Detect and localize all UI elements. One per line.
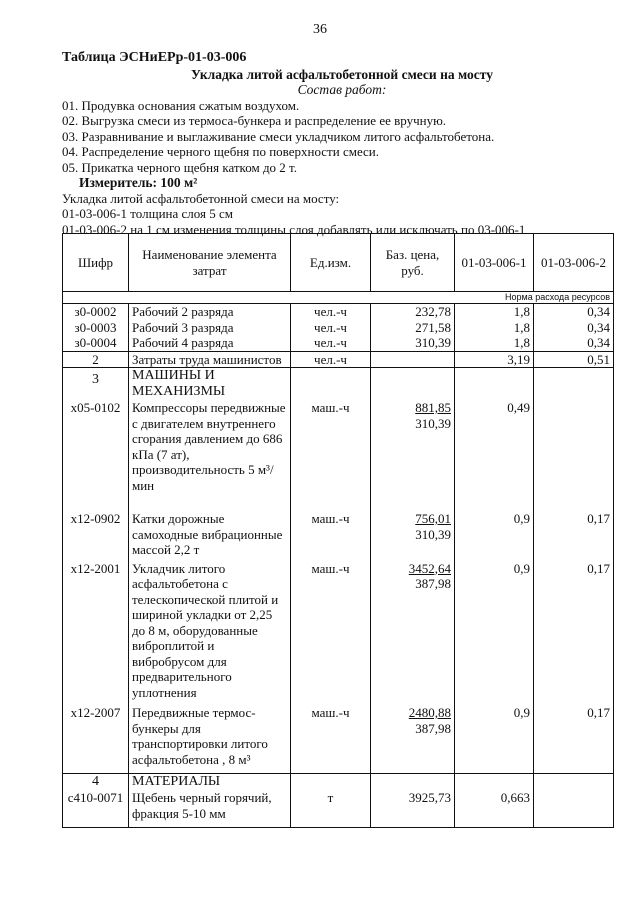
- machines-section-row: [63, 368, 614, 401]
- header-unit: Ед.изм.: [291, 234, 371, 292]
- price-wage: 387,98: [415, 720, 451, 736]
- cell-unit: маш.-ч: [291, 700, 371, 774]
- price-wage: 310,39: [415, 415, 451, 431]
- cell-code: х05-0102: [63, 400, 129, 493]
- cell-unit: маш.-ч: [291, 493, 371, 558]
- cell-v1: 3,19: [455, 351, 534, 368]
- cell-name: Рабочий 3 разряда: [129, 320, 291, 336]
- table-row: [63, 335, 614, 351]
- cell-code: з0-0004: [63, 335, 129, 351]
- cell-v2: [534, 790, 614, 828]
- cell-code: з0-0002: [63, 304, 129, 320]
- norm-label: Норма расхода ресурсов: [63, 292, 614, 304]
- cell-unit: чел.-ч: [291, 351, 371, 368]
- document-header: [62, 50, 622, 237]
- cell-price: 232,78: [371, 304, 455, 320]
- cell-code: с410-0071: [63, 790, 129, 828]
- cell-v2: [534, 400, 614, 493]
- note-line: 01-03-006-2 на 1 см изменения толщины слоя добавлять или исключать по 03-006-1: [62, 221, 526, 237]
- cell-price: [371, 558, 455, 701]
- work-item: 02. Выгрузка смеси из термоса-бункера и распределение ее вручную.: [62, 113, 447, 128]
- cell-v1: 1,8: [455, 304, 534, 320]
- operators-row: [63, 351, 614, 368]
- cell-name: Рабочий 2 разряда: [129, 304, 291, 320]
- cell-code: х12-0902: [63, 493, 129, 558]
- cell-v2: 0,34: [534, 304, 614, 320]
- cell-price: [371, 400, 455, 493]
- cell-v2: 0,17: [534, 493, 614, 558]
- table-row: [63, 700, 614, 774]
- work-item: 01. Продувка основания сжатым воздухом.: [62, 97, 300, 113]
- table-title: Укладка литой асфальтобетонной смеси на мосту: [191, 66, 493, 82]
- page-number: 36: [313, 22, 327, 37]
- cell-v1: 0,9: [455, 493, 534, 558]
- header-name: Наименование элемента затрат: [129, 234, 291, 292]
- header-col-2: 01-03-006-2: [534, 234, 614, 292]
- price-wage: 387,98: [415, 576, 451, 591]
- cell-v1: 1,8: [455, 335, 534, 351]
- cell-price: [371, 493, 455, 558]
- cell-v1: 1,8: [455, 320, 534, 336]
- cell-v2: 0,51: [534, 351, 614, 368]
- cell-v2: 0,17: [534, 558, 614, 701]
- header-code: Шифр: [63, 234, 129, 292]
- section-code: 4: [63, 774, 129, 791]
- work-item: 03. Разравнивание и выглаживание смеси укладчиком литого асфальтобетона.: [62, 128, 495, 144]
- work-item: 04. Распределение черного щебня по поверхности смеси.: [62, 144, 380, 159]
- cell-price: 3925,73: [371, 790, 455, 828]
- cell-code: х12-2007: [63, 700, 129, 774]
- table-row: [63, 558, 614, 701]
- cell-v1: 0,663: [455, 790, 534, 828]
- table-row: [63, 320, 614, 336]
- cell-price: [371, 351, 455, 368]
- cell-price: 271,58: [371, 320, 455, 336]
- note-line: 01-03-006-1 толщина слоя 5 см: [62, 206, 233, 221]
- cell-name: Рабочий 4 разряда: [129, 335, 291, 351]
- norm-row: [63, 292, 614, 304]
- table-row: [63, 304, 614, 320]
- measure-unit: Измеритель: 100 м²: [79, 175, 198, 190]
- cell-unit: чел.-ч: [291, 335, 371, 351]
- price-value: 2480,88: [408, 705, 451, 720]
- cell-name: Укладчик литого асфальтобетона с телескопической плитой и шириной укладки от 2,25 до 8 м, оборудованные виброплитой и вибробрусом для предварительного уплотнения: [129, 558, 291, 701]
- cell-price: [371, 700, 455, 774]
- cell-v1: 0,9: [455, 700, 534, 774]
- cell-unit: маш.-ч: [291, 400, 371, 493]
- price-value: 3452,64: [408, 560, 451, 576]
- cell-name: Компрессоры передвижные с двигателем внутреннего сгорания давлением до 686 кПа (7 ат), производительность 5 м³/мин: [129, 400, 291, 493]
- cell-name: Катки дорожные самоходные вибрационные массой 2,2 т: [129, 493, 291, 558]
- cell-v1: 0,49: [455, 400, 534, 493]
- cell-unit: чел.-ч: [291, 320, 371, 336]
- cell-price: 310,39: [371, 335, 455, 351]
- header-price: Баз. цена, руб.: [371, 234, 455, 292]
- header-col-1: 01-03-006-1: [455, 234, 534, 292]
- section-code: 3: [63, 368, 129, 401]
- table-row: [63, 790, 614, 828]
- cell-name: Затраты труда машинистов: [129, 351, 291, 368]
- table-row: [63, 493, 614, 558]
- cell-unit: т: [291, 790, 371, 828]
- resource-table: [62, 233, 614, 828]
- work-item: 05. Прикатка черного щебня катком до 2 т.: [62, 159, 298, 175]
- works-title: Состав работ:: [297, 82, 387, 97]
- table-row: [63, 400, 614, 493]
- cell-code: х12-2001: [63, 558, 129, 701]
- cell-v2: 0,34: [534, 320, 614, 336]
- cell-name: Щебень черный горячий, фракция 5-10 мм: [129, 790, 291, 828]
- price-value: 881,85: [415, 400, 451, 415]
- section-title: МАШИНЫ И МЕХАНИЗМЫ: [129, 368, 291, 401]
- cell-code: з0-0003: [63, 320, 129, 336]
- table-id: Таблица ЭСНиЕРр-01-03-006: [62, 50, 247, 65]
- section-title: МАТЕРИАЛЫ: [129, 774, 291, 791]
- cell-unit: маш.-ч: [291, 558, 371, 701]
- cell-v2: 0,17: [534, 700, 614, 774]
- price-wage: 310,39: [415, 526, 451, 542]
- header-row: [63, 234, 614, 292]
- cell-name: Передвижные термос-бункеры для транспортировки литого асфальтобетона , 8 м³: [129, 700, 291, 774]
- note-line: Укладка литой асфальтобетонной смеси на мосту:: [62, 190, 340, 206]
- cell-code: 2: [63, 351, 129, 368]
- cell-v2: 0,34: [534, 335, 614, 351]
- materials-section-row: [63, 774, 614, 791]
- cell-v1: 0,9: [455, 558, 534, 701]
- cell-unit: чел.-ч: [291, 304, 371, 320]
- price-value: 756,01: [415, 511, 451, 526]
